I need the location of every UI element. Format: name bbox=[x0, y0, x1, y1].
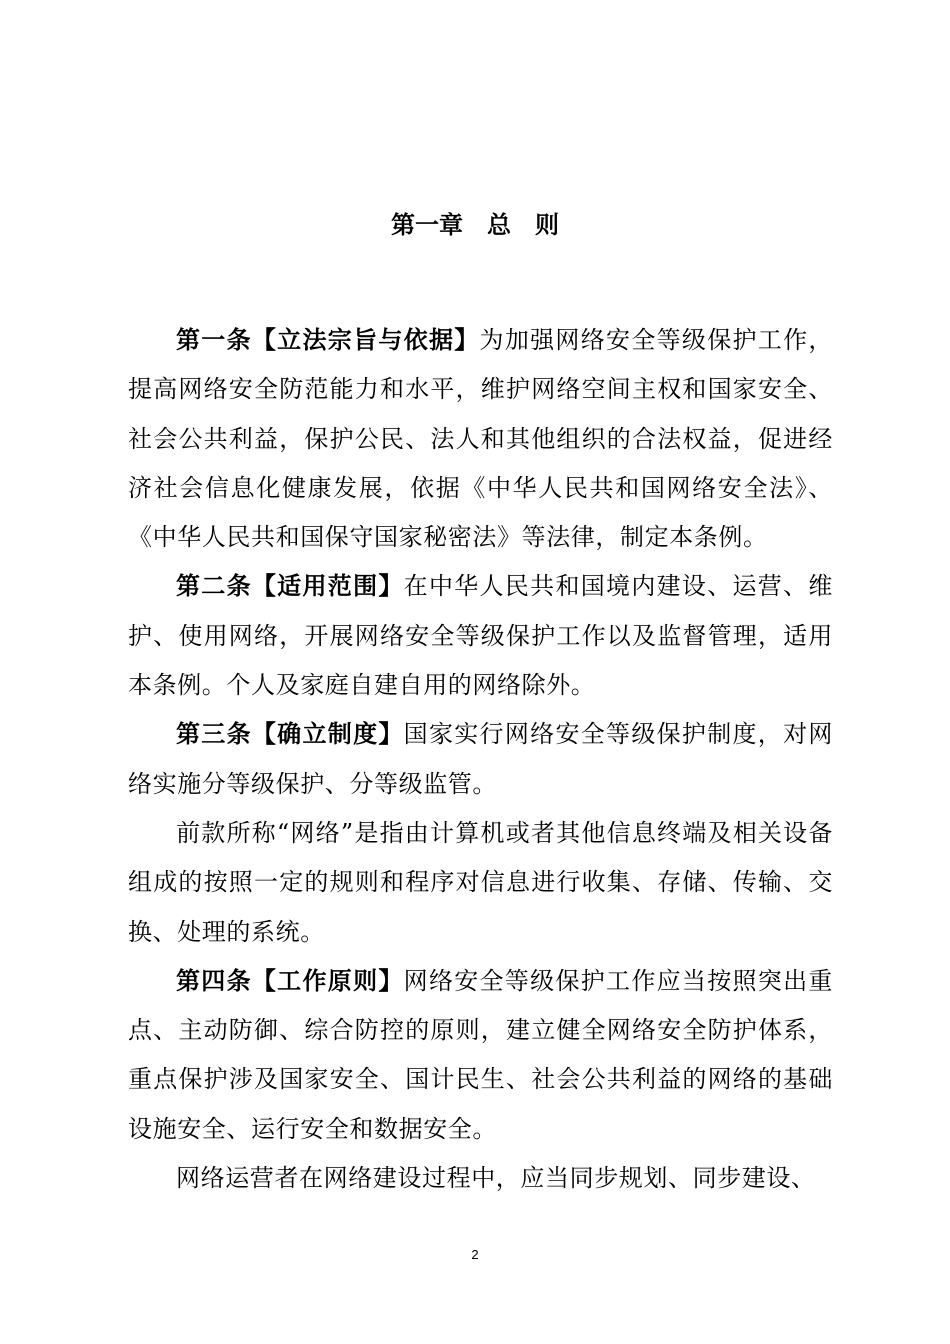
page-number: 2 bbox=[471, 1247, 479, 1262]
article-3-definition-paragraph bbox=[128, 809, 833, 957]
article-1-paragraph bbox=[128, 316, 833, 562]
chapter-title: 第一章 总 则 bbox=[391, 211, 559, 239]
document-body bbox=[128, 316, 833, 1203]
article-3-paragraph bbox=[128, 710, 833, 809]
article-2-heading: 第二条【适用范围】 bbox=[176, 572, 404, 601]
article-4-continuation-text: 网络运营者在网络建设过程中，应当同步规划、同步建设、 bbox=[176, 1164, 816, 1193]
article-2-paragraph bbox=[128, 562, 833, 710]
article-3-definition-text: 前款所称“网络”是指由计算机或者其他信息终端及相关设备组成的按照一定的规则和程序对信息进行收集、存储、传输、交换、处理的系统。 bbox=[128, 818, 833, 946]
article-4-heading: 第四条【工作原则】 bbox=[176, 966, 404, 995]
article-3-text: 国家实行网络安全等级保护制度，对网络实施分等级保护、分等级监管。 bbox=[128, 720, 834, 798]
article-4-continuation-paragraph bbox=[128, 1154, 833, 1203]
article-1-text: 为加强网络安全等级保护工作，提高网络安全防范能力和水平，维护网络空间主权和国家安全、社会公共利益，保护公民、法人和其他组织的合法权益，促进经济社会信息化健康发展，依据《中华人民共和国网络安全法》、《中华人民共和国保守国家秘密法》等法律，制定本条例。 bbox=[128, 326, 833, 552]
article-4-paragraph bbox=[128, 957, 833, 1154]
article-3-heading: 第三条【确立制度】 bbox=[176, 720, 404, 749]
article-1-heading: 第一条【立法宗旨与依据】 bbox=[176, 326, 480, 354]
article-4-text: 网络安全等级保护工作应当按照突出重点、主动防御、综合防控的原则，建立健全网络安全防护体系，重点保护涉及国家安全、国计民生、社会公共利益的网络的基础设施安全、运行安全和数据安全。 bbox=[128, 966, 834, 1143]
article-2-text: 在中华人民共和国境内建设、运营、维护、使用网络，开展网络安全等级保护工作以及监督管理，适用本条例。个人及家庭自建自用的网络除外。 bbox=[128, 572, 834, 700]
